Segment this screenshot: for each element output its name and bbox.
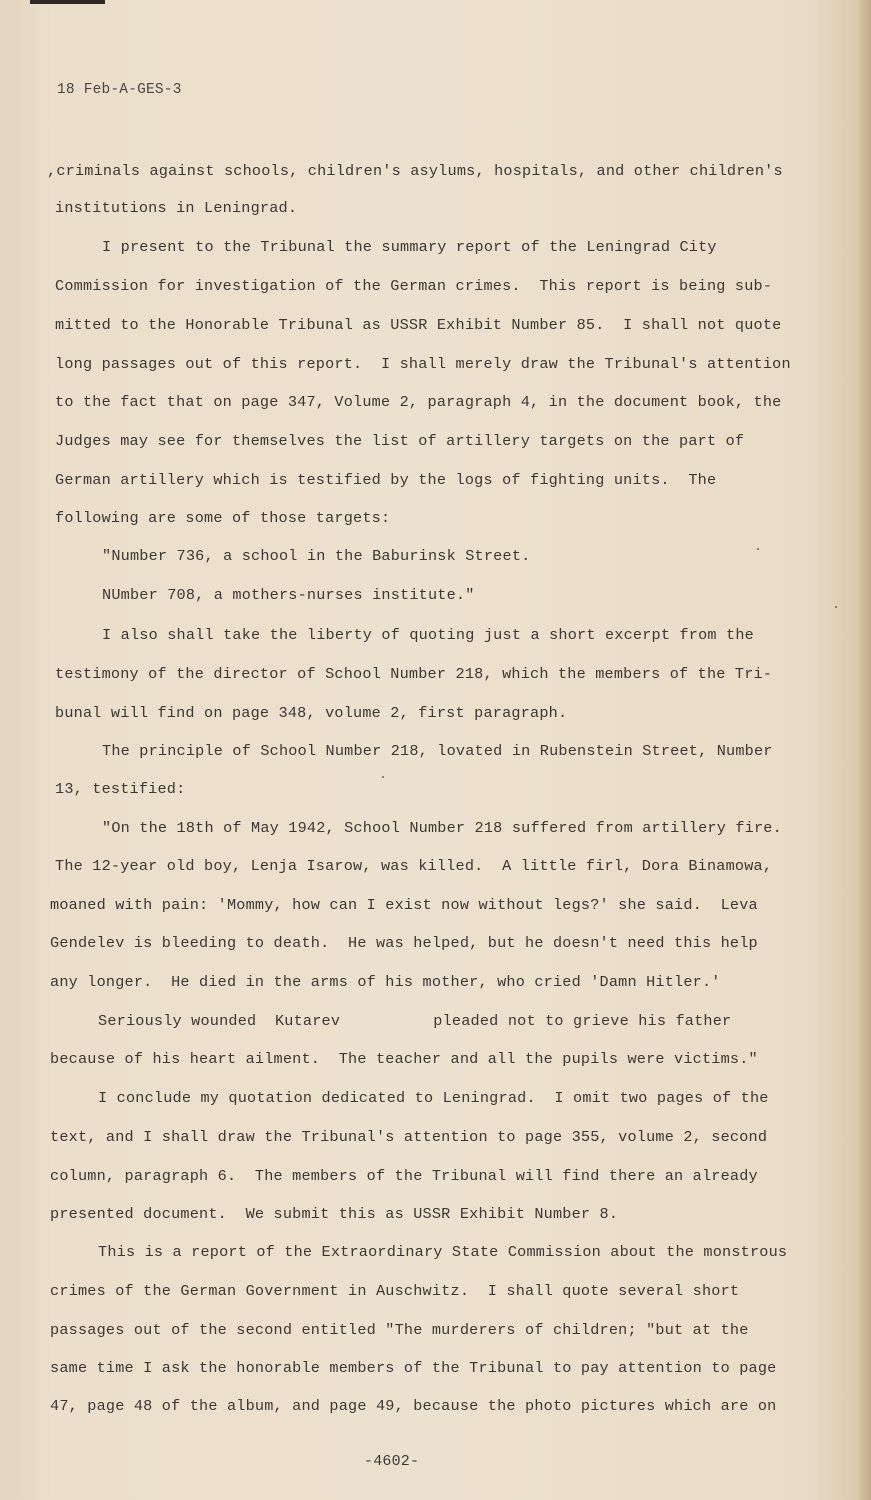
text-line-16: The principle of School Number 218, lovated in Rubenstein Street, Number	[102, 742, 773, 760]
text-line-1: ,criminals against schools, children's asylums, hospitals, and other children's	[47, 162, 783, 180]
text-line-21: Gendelev is bleeding to death. He was helped, but he doesn't need this help	[50, 934, 758, 952]
paper-speck	[757, 548, 759, 550]
text-line-5: mitted to the Honorable Tribunal as USSR Exhibit Number 85. I shall not quote	[55, 316, 782, 334]
text-line-9: German artillery which is testified by the logs of fighting units. The	[55, 471, 717, 489]
page-reference: 18 Feb-A-GES-3	[57, 82, 182, 98]
text-line-18: "On the 18th of May 1942, School Number 218 suffered from artillery fire.	[102, 819, 782, 837]
text-line-23: Seriously wounded Kutarev pleaded not to grieve his father	[98, 1012, 732, 1030]
text-line-13: I also shall take the liberty of quoting just a short excerpt from the	[102, 626, 754, 644]
page-edge-shadow	[857, 0, 871, 1500]
text-line-30: crimes of the German Government in Auschwitz. I shall quote several short	[50, 1282, 740, 1300]
text-line-4: Commission for investigation of the German crimes. This report is being sub-	[55, 277, 773, 295]
text-line-27: column, paragraph 6. The members of the Tribunal will find there an already	[50, 1167, 758, 1185]
text-line-6: long passages out of this report. I shall merely draw the Tribunal's attention	[55, 355, 791, 373]
text-line-11: "Number 736, a school in the Baburinsk Street.	[102, 547, 531, 565]
text-line-15: bunal will find on page 348, volume 2, first paragraph.	[55, 704, 568, 722]
text-line-14: testimony of the director of School Number 218, which the members of the Tri-	[55, 665, 773, 683]
text-line-2: institutions in Leningrad.	[55, 199, 298, 217]
text-line-10: following are some of those targets:	[55, 509, 391, 527]
top-binding-mark	[30, 0, 105, 4]
text-line-20: moaned with pain: 'Mommy, how can I exist now without legs?' she said. Leva	[50, 896, 758, 914]
text-line-19: The 12-year old boy, Lenja Isarow, was killed. A little firl, Dora Binamowa,	[55, 857, 773, 875]
text-line-26: text, and I shall draw the Tribunal's attention to page 355, volume 2, second	[50, 1128, 768, 1146]
text-line-17: 13, testified:	[55, 780, 186, 798]
text-line-12: NUmber 708, a mothers-nurses institute."	[102, 586, 475, 604]
text-line-8: Judges may see for themselves the list of artillery targets on the part of	[55, 432, 745, 450]
text-line-28: presented document. We submit this as USSR Exhibit Number 8.	[50, 1205, 619, 1223]
paper-speck	[835, 606, 837, 608]
paper-speck	[382, 776, 384, 778]
page-number: -4602-	[364, 1453, 420, 1470]
text-line-25: I conclude my quotation dedicated to Leningrad. I omit two pages of the	[98, 1089, 769, 1107]
text-line-33: 47, page 48 of the album, and page 49, because the photo pictures which are on	[50, 1397, 777, 1415]
text-line-3: I present to the Tribunal the summary report of the Leningrad City	[102, 238, 717, 256]
text-line-31: passages out of the second entitled "The murderers of children; "but at the	[50, 1321, 749, 1339]
text-line-24: because of his heart ailment. The teacher and all the pupils were victims."	[50, 1050, 758, 1068]
text-line-32: same time I ask the honorable members of the Tribunal to pay attention to page	[50, 1359, 777, 1377]
text-line-22: any longer. He died in the arms of his mother, who cried 'Damn Hitler.'	[50, 973, 721, 991]
text-line-29: This is a report of the Extraordinary State Commission about the monstrous	[98, 1243, 788, 1261]
text-line-7: to the fact that on page 347, Volume 2, paragraph 4, in the document book, the	[55, 393, 782, 411]
